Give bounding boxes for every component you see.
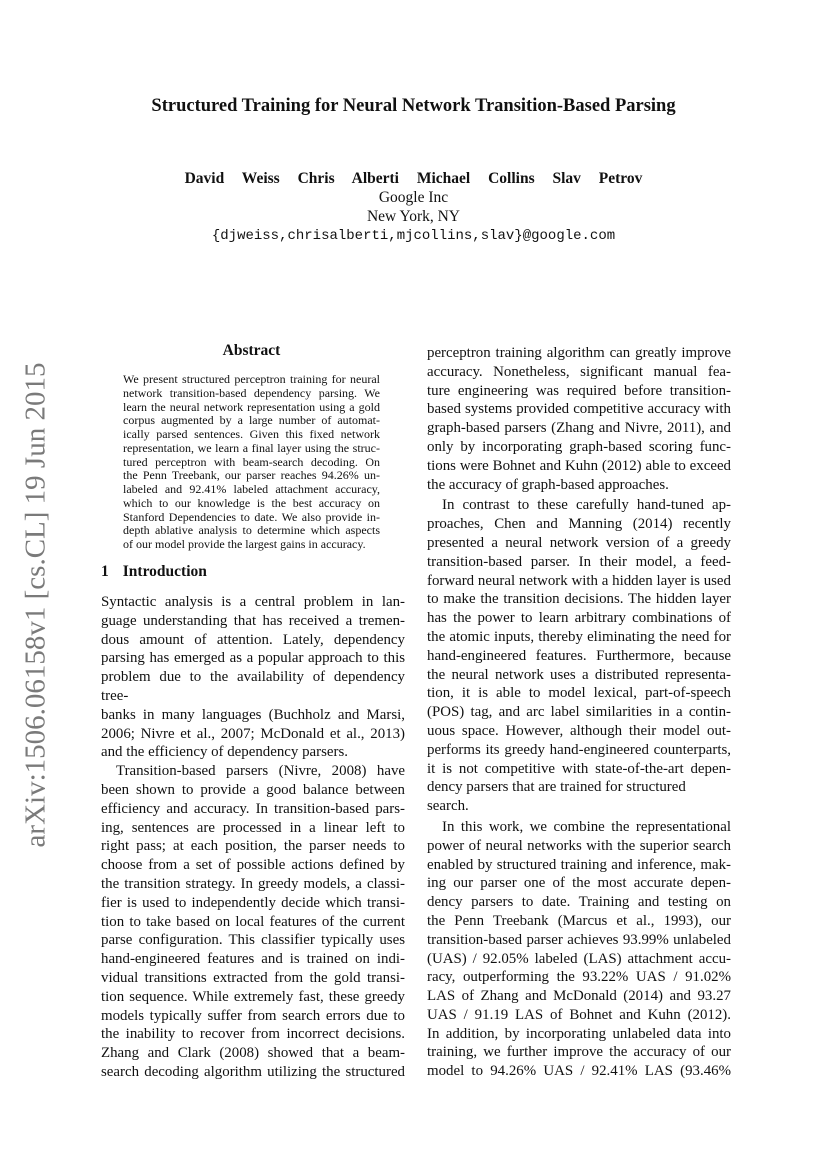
left-column-text [101, 593, 405, 1082]
text-line: In this work, we combine the representational [442, 818, 731, 835]
text-line: only by incorporating graph-based scoring func- [427, 438, 731, 455]
text-line: to make the transition decisions. The hidden layer [427, 591, 731, 608]
affiliation: Google Inc [378, 189, 449, 206]
right-column-text [427, 344, 731, 1081]
text-line: training, we further improve the accuracy of our [427, 1044, 731, 1061]
text-line: dency parsers to date. Training and testing on [427, 894, 731, 911]
text-line: (UAS) / 92.05% labeled (LAS) attachment accu- [427, 950, 731, 967]
abstract-line: the Penn Treebank, our parser reaches 94.26% un- [123, 468, 380, 483]
text-line: problem due to the availability of dependency tree- [101, 669, 405, 704]
text-line: dous amount of attention. Lately, dependency [101, 631, 405, 648]
text-line: choose from a set of possible actions defined by [101, 857, 405, 874]
text-line: right pass; at each position, the parser needs to [101, 838, 405, 855]
text-line: the inability to recover from incorrect decisions. [101, 1026, 405, 1043]
location: New York, NY [366, 208, 460, 225]
text-line: Zhang and Clark (2008) showed that a beam- [101, 1045, 405, 1062]
abstract-line: tured perceptron with beam-search decoding. On [123, 454, 380, 469]
text-line: models typically suffer from search errors due to [101, 1007, 405, 1024]
text-line: the accuracy of graph-based approaches. [427, 476, 669, 493]
text-line: (POS) tag, and arc label similarities in a contin- [427, 704, 731, 721]
text-line: Syntactic analysis is a central problem in lan- [101, 594, 405, 610]
paragraph [427, 818, 731, 1081]
text-line: enabled by structured training and inference, mak- [427, 856, 731, 873]
text-line: ing, sentences are processed in a linear left to [101, 819, 405, 836]
text-line: been shown to provide a good balance between [101, 781, 405, 798]
text-line: forward neural network with a hidden layer is used [427, 572, 731, 589]
author-list: David Weiss Chris Alberti Michael Collins Slav Petrov [184, 170, 643, 187]
paragraph [101, 593, 405, 762]
abstract-line: ically parsed sentences. Given this fixed network [123, 427, 380, 441]
text-line: UAS / 91.19 LAS of Bohnet and Kuhn (2012). [427, 1006, 731, 1023]
abstract-line: depth ablative analysis to determine which aspects [123, 523, 380, 538]
text-line: it is not competitive with state-of-the-art depen- [427, 760, 731, 777]
arxiv-identifier: arXiv:1506.06158v1 [cs.CL] 19 Jun 2015 [19, 362, 52, 848]
section-title: Introduction [122, 563, 207, 580]
text-line: the neural network uses a distributed representa- [427, 666, 731, 683]
abstract-heading: Abstract [222, 342, 281, 359]
text-line: the atomic inputs, thereby eliminating the need for [427, 628, 731, 645]
text-line: ing our parser one of the most accurate depen- [427, 875, 731, 892]
paragraph [427, 496, 731, 816]
text-line: hand-engineered features and is trained on indi- [101, 951, 405, 968]
text-line: ture engineering was required before transition- [427, 382, 731, 399]
text-line: has the power to learn arbitrary combinations of [427, 610, 731, 627]
abstract-line: of our model provide the largest gains in accuracy. [123, 537, 366, 551]
text-line: transition-based parser achieves 93.99% unlabeled [427, 931, 731, 948]
text-line: vidual transitions extracted from the gold transi- [101, 969, 405, 986]
abstract-line: representation, we learn a final layer using the struc- [123, 440, 380, 455]
abstract-line: learn the neural network representation using a gold [123, 399, 380, 414]
paragraph [427, 344, 731, 494]
abstract-line: corpus augmented by a large number of automat- [123, 413, 380, 428]
text-line: the Penn Treebank (Marcus et al., 1993), our [427, 912, 731, 929]
section-number: 1 [101, 563, 109, 580]
text-line: accuracy. Nonetheless, significant manual fea- [427, 363, 731, 380]
abstract-line: Stanford Dependencies to date. We also provide in- [123, 509, 380, 524]
text-line: search decoding algorithm utilizing the structured [101, 1063, 405, 1080]
text-line: parsing has emerged as a popular approach to this [101, 650, 405, 667]
text-line: banks in many languages (Buchholz and Marsi, [101, 706, 405, 723]
abstract-line: We present structured perceptron training for neural [123, 372, 380, 386]
text-line: racy, outperforming the 93.22% UAS / 91.02% [427, 969, 731, 986]
text-line: the transition strategy. In greedy models, a classi- [101, 875, 405, 892]
abstract-line: network transition-based dependency parsing. We [123, 385, 380, 400]
text-line: In contrast to these carefully hand-tuned ap- [442, 497, 731, 514]
abstract-line: which to our knowledge is the best accuracy on [123, 495, 380, 510]
text-line: power of neural networks with the superior search [427, 837, 731, 854]
section-heading [101, 563, 207, 581]
text-line: based systems provided competitive accuracy with [427, 401, 731, 418]
text-line: In addition, by incorporating unlabeled data into [427, 1025, 731, 1042]
paragraph [101, 762, 405, 1082]
text-line: transition-based parser. In their model, a feed- [427, 553, 731, 570]
text-line: 2006; Nivre et al., 2007; McDonald et al., 2013) [101, 725, 405, 742]
author-emails: {djweiss,chrisalberti,mjcollins,slav}@google.com [211, 228, 616, 244]
text-line: and the efficiency of dependency parsers. [101, 744, 348, 761]
text-line: efficiency and accuracy. In transition-based pars- [101, 800, 405, 817]
paper-title: Structured Training for Neural Network Transition-Based Parsing [151, 96, 676, 116]
text-line: fier is used to independently decide which transi- [101, 894, 405, 911]
text-line: presented a neural network version of a greedy [427, 534, 731, 551]
text-line: tion sequence. While extremely fast, these greedy [101, 988, 405, 1005]
text-line: parse configuration. This classifier typically uses [101, 932, 405, 949]
text-line: tions were Bohnet and Kuhn (2012) able to exceed [427, 457, 731, 474]
text-line: tion, it is able to model lexical, part-of-speech [427, 685, 731, 702]
text-line: graph-based parsers (Zhang and Nivre, 2011), and [427, 420, 731, 437]
abstract-body [123, 373, 380, 552]
text-line: proaches, Chen and Manning (2014) recently [427, 516, 731, 533]
text-line: performs its greedy hand-engineered counterparts, [427, 741, 731, 758]
text-line: uous space. However, although their model out- [427, 722, 731, 739]
text-line: perceptron training algorithm can greatly improve [427, 345, 731, 361]
text-line: LAS of Zhang and McDonald (2014) and 93.27 [427, 988, 731, 1005]
text-line: tion to take based on local features of the current [101, 913, 405, 930]
text-line: Transition-based parsers (Nivre, 2008) have [116, 763, 405, 780]
abstract-line: labeled and 92.41% labeled attachment accuracy, [123, 482, 380, 496]
text-line: guage understanding that has received a tremen- [101, 612, 405, 629]
text-line: hand-engineered features. Furthermore, because [427, 647, 731, 664]
text-line: dency parsers that are trained for structured search. [427, 779, 686, 815]
text-line: model to 94.26% UAS / 92.41% LAS (93.46% [427, 1063, 731, 1080]
